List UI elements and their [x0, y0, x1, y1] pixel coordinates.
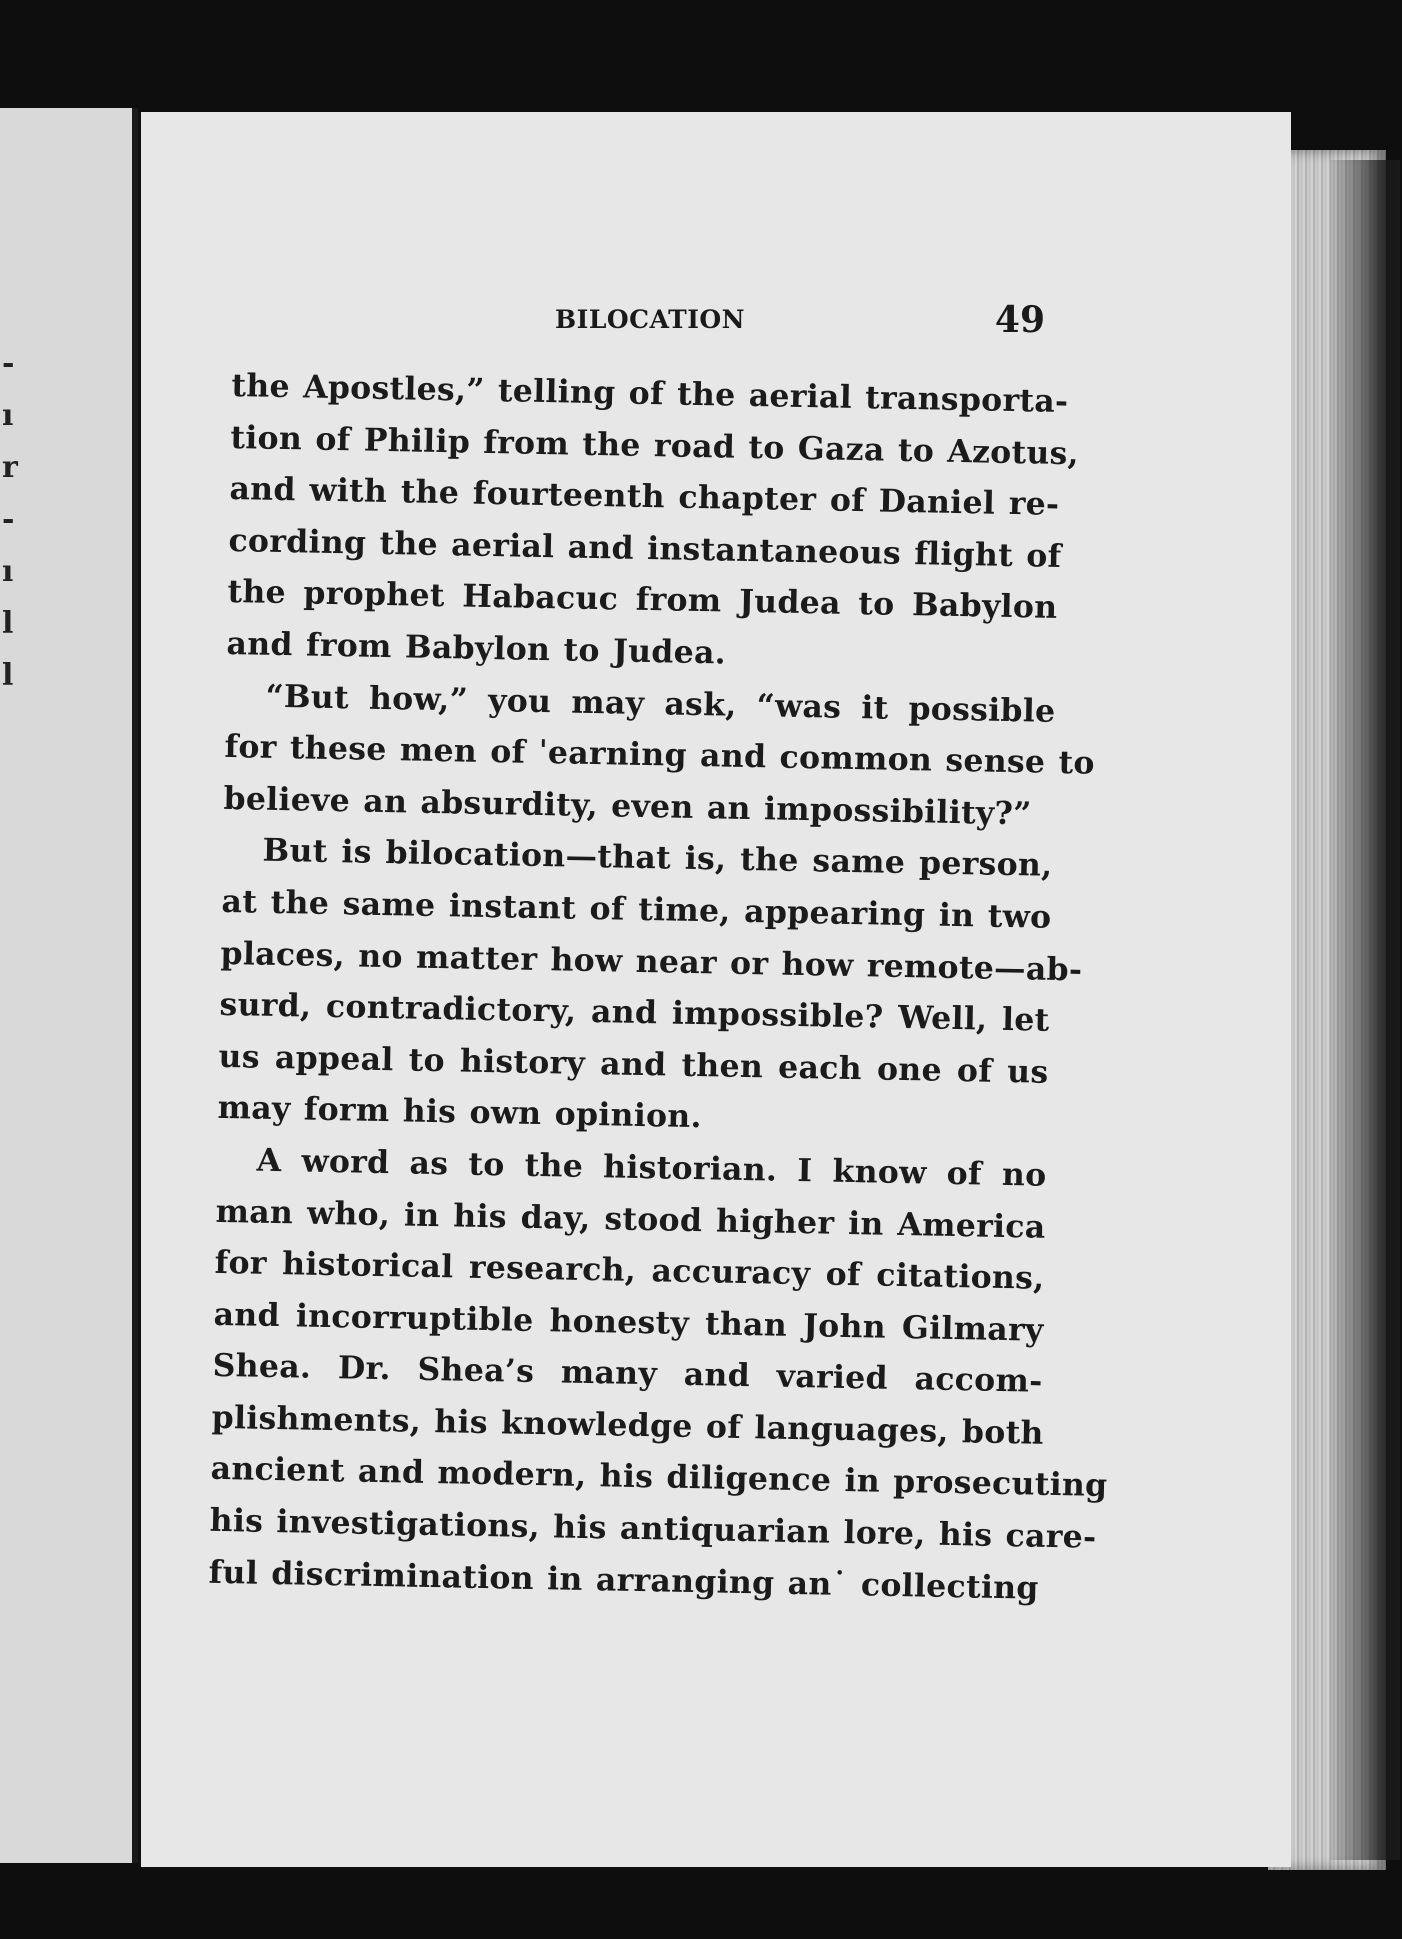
- facing-mark: l: [2, 606, 14, 641]
- text-line: man who, in his day, stood higher in America: [215, 1192, 1046, 1246]
- page-number: 49: [994, 299, 1045, 341]
- text-line: tion of Philip from the road to Gaza to Azotus,: [230, 418, 1080, 472]
- text-line: for these men of ˈearning and common sense to: [224, 728, 1096, 782]
- text-line: believe an absurdity, even an impossibility?”: [223, 779, 1033, 833]
- facing-page-edge: [0, 108, 138, 1863]
- text-line: cording the aerial and instantaneous flight of: [228, 521, 1062, 575]
- text-line: A word as to the historian. I know of no: [256, 1141, 1047, 1194]
- facing-mark: l: [2, 658, 14, 693]
- text-line: us appeal to history and then each one of us: [218, 1037, 1049, 1091]
- body-text: [208, 360, 1108, 1614]
- text-line: “But how,” you may ask, “was it possible: [265, 677, 1056, 730]
- text-line: may form his own opinion.: [217, 1089, 703, 1136]
- facing-mark: ı: [2, 554, 14, 589]
- facing-mark: -: [2, 502, 15, 537]
- facing-mark: ı: [2, 398, 14, 433]
- text-line: places, no matter how near or how remote—ab-: [220, 934, 1083, 988]
- text-line: plishments, his knowledge of languages, both: [211, 1398, 1045, 1452]
- running-title: BILOCATION: [555, 305, 746, 334]
- book-edge-shadow: [1330, 160, 1400, 1860]
- text-line: and incorruptible honesty than John Gilmary: [213, 1295, 1044, 1349]
- text-line: his investigations, his antiquarian lore, his care-: [209, 1501, 1097, 1556]
- page-header: [555, 299, 1045, 345]
- text-line: and from Babylon to Judea.: [226, 624, 727, 672]
- text-line: at the same instant of time, appearing in two: [221, 882, 1052, 936]
- facing-mark: -: [2, 346, 15, 381]
- text-line: the Apostles,” telling of the aerial transporta-: [231, 366, 1069, 421]
- text-line: for historical research, accuracy of citations,: [214, 1243, 1045, 1297]
- text-line: surd, contradictory, and impossible? Well, let: [219, 986, 1050, 1039]
- text-line: ancient and modern, his diligence in prosecuting: [210, 1450, 1108, 1505]
- facing-page-marks: [2, 338, 22, 702]
- text-line: But is bilocation—that is, the same person,: [262, 832, 1053, 885]
- text-line: Shea. Dr. Shea’s many and varied accom-: [212, 1347, 1043, 1401]
- text-line: and with the fourteenth chapter of Daniel re-: [229, 470, 1060, 524]
- facing-mark: r: [2, 450, 18, 485]
- text-line: ful discrimination in arranging an˙ collecting: [208, 1553, 1040, 1607]
- text-line: the prophet Habacuc from Judea to Babylon: [227, 573, 1058, 627]
